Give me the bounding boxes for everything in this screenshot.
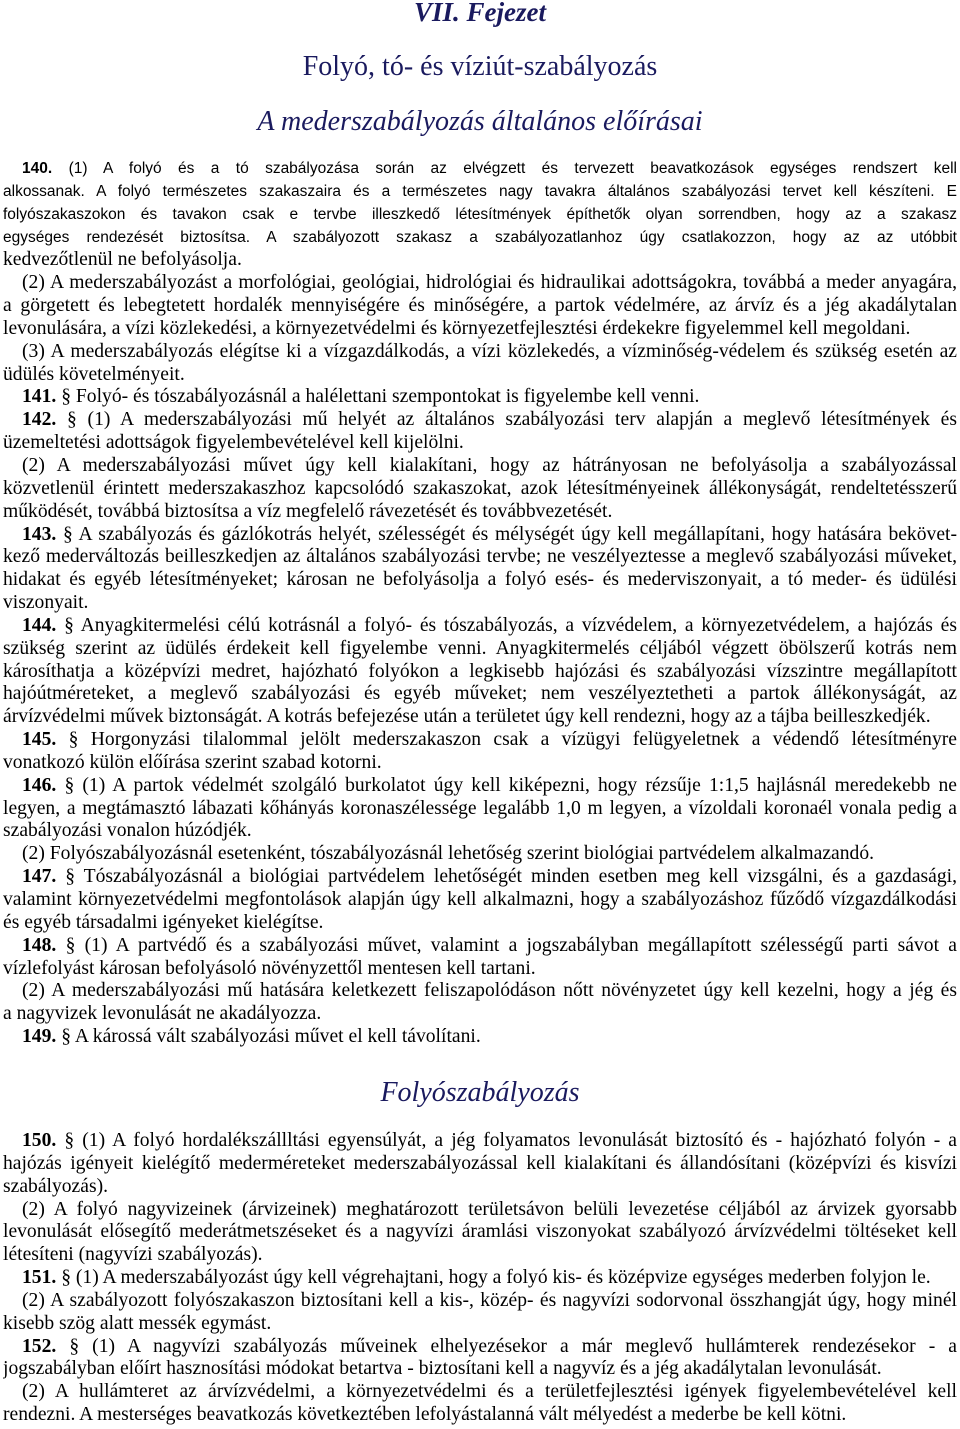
text-line xyxy=(3,409,957,432)
text-line: folyószakaszokon és tavakon csak e tervbe illeszkedő létesítmények építhetők olyan sorrendben, hogy az a szakasz xyxy=(3,205,957,223)
text-line xyxy=(3,1267,957,1290)
text-line: és egyéb társadalmi igényeket kielégítse. xyxy=(3,911,324,933)
section-heading: Folyószabályozás xyxy=(380,1077,580,1108)
section-paragraph xyxy=(3,386,957,409)
text-line: kisebb szög alatt messék egymást. xyxy=(3,1312,272,1334)
section-paragraph xyxy=(3,866,957,935)
text-line xyxy=(3,158,957,181)
text-line xyxy=(3,729,957,752)
text-line: vízlefolyást károsan befolyásoló növényzettől mentesen kell tartani. xyxy=(3,957,536,979)
line-text: § A szabályozás és gázlókotrás helyét, szélességét és mélységét úgy kell megállapítani, hogy hatására bekövet- xyxy=(63,523,957,545)
text-line: alkossanak. A folyó természetes szakaszaira és a természetes nagy tavakra általános szabályozási tervet kell készíteni. E xyxy=(3,182,957,200)
text-line: jogszabályban előírt hasznosítási módokat betartva - biztosítani kell a nagyvíz és a jég akadálytalan levonulását. xyxy=(3,1358,882,1380)
text-line xyxy=(3,866,957,889)
text-line xyxy=(3,1336,957,1359)
text-line: kező mederváltozás beilleszkedjen az általános szabályozási tervbe; ne veszélyeztesse a meglevő szabályozási műveket, xyxy=(3,546,957,568)
section-number: 145. xyxy=(22,729,57,751)
text-line: legyen, a megtámasztó lábazati kőhányás koronaszélessége legalább 1,0 m legyen, a vízoldali koronaél vonala pedig a xyxy=(3,797,957,819)
text-line: károsíthatja a középvízi medret, hajózható folyókon a legkisebb hajózási és szabályozási vízszintre megállapított xyxy=(3,660,957,682)
section-body xyxy=(3,158,957,1049)
line-text: § Folyó- és tószabályozásnál a halélettani szempontokat is figyelembe kell venni. xyxy=(61,386,700,408)
subsection-paragraph xyxy=(3,843,957,866)
text-line xyxy=(3,935,957,958)
section-paragraph xyxy=(3,524,957,615)
section-paragraph xyxy=(3,615,957,729)
text-line: a nagyvizek levonulását ne akadályozza. xyxy=(3,1003,322,1025)
section-number: 152. xyxy=(22,1335,57,1357)
text-line: (2) A hullámteret az árvízvédelmi, a környezetvédelmi és a területfejlesztési igények figyelembevételével kell xyxy=(22,1381,957,1403)
text-line: (2) A mederszabályozási művet úgy kell kialakítani, hogy az hátrányosan ne befolyásolja a szabályozással xyxy=(22,454,957,476)
section-number: 147. xyxy=(22,866,57,888)
section-paragraph xyxy=(3,158,957,272)
section-paragraph xyxy=(3,775,957,844)
chapter-number: VII. Fejezet xyxy=(414,0,546,27)
text-line xyxy=(3,1026,957,1049)
text-line: a görgetett és lebegtetett hordalék mennyiségére és minőségére, a partok védelmére, az árvíz és a jég akadálytalan xyxy=(3,295,957,317)
chapter-title: Folyó, tó- és víziút-szabályozás xyxy=(302,51,658,82)
section-number: 146. xyxy=(22,774,57,796)
section-paragraph xyxy=(3,1267,957,1290)
line-text: § A károssá vált szabályozási művet el kell távolítani. xyxy=(61,1026,481,1048)
text-line: hajóútméreteket, a meglevő szabályozási és egyéb műveket; nem veszélyeztetheti a partok állékonyságát, az xyxy=(3,683,957,705)
subsection-paragraph xyxy=(3,272,957,341)
text-line: (2) A szabályozott folyószakaszon biztosítani kell a kis-, közép- és nagyvízi sodorvonal összhangját úgy, hogy minél xyxy=(22,1289,957,1311)
text-line: üdülés követelményeit. xyxy=(3,363,185,385)
text-line: (2) A mederszabályozást a morfológiai, geológiai, hidrológiai és hidraulikai adottságokra, továbbá a meder anyagára, xyxy=(22,272,957,294)
text-line: (3) A mederszabályozás elégítse ki a vízgazdálkodás, a vízi közlekedés, a vízminőség-védelem és szükség esetén az xyxy=(22,340,957,362)
text-line: létesíteni (nagyvízi szabályozás). xyxy=(3,1244,263,1266)
section-number: 148. xyxy=(22,934,57,956)
line-text: § (1) A folyó hordalékszállltási egyensúlyát, a jég folyamatos levonulását biztosító és - hajózható folyón - a xyxy=(64,1130,957,1151)
section-number: 150. xyxy=(22,1130,57,1151)
text-line: működését, továbbá biztosítsa a víz megfelelő rávezetését és továbbvezetését. xyxy=(3,500,613,522)
line-text: § (1) A nagyvízi szabályozás műveinek elhelyezésekor a már meglevő hullámterek rendezésekor - a xyxy=(69,1335,957,1357)
section-number: 151. xyxy=(22,1267,57,1289)
section-number: 143. xyxy=(22,523,57,545)
line-text: § (1) A partok védelmét szolgáló burkolatot úgy kell kiképezni, hogy rézsűje 1:1,5 hajlásnál meredekebb ne xyxy=(64,774,957,796)
section-paragraph xyxy=(3,409,957,455)
subsection-paragraph xyxy=(3,1199,957,1268)
text-line: szükség szerint az üdülés érdekeit kell figyelembe venni. Anyagkitermelés céljából végzett öbölszerű kotrás nem xyxy=(3,637,957,659)
text-line: egységes rendezését biztosítsa. A szabályozott szakasz a szabályozatlanhoz úgy csatlakozzon, hogy az az utóbbit xyxy=(3,228,957,246)
subsection-paragraph xyxy=(3,1290,957,1336)
text-line: üzemeltetési adottságok figyelembevételével kell kijelölni. xyxy=(3,432,464,454)
line-text: § (1) A mederszabályozást úgy kell végrehajtani, hogy a folyó kis- és középvize egységes mederben folyjon le. xyxy=(61,1267,931,1289)
text-line: hidakat és egyéb létesítményeket; károsan ne befolyásolja a folyó esés- és mederviszonyait, a tó meder- és üdülési xyxy=(3,569,957,591)
line-text: (1) A folyó és a tó szabályozása során az elvégzett és tervezett beavatkozások egységes rendszert kell xyxy=(68,160,957,177)
section-paragraph xyxy=(3,935,957,981)
line-text: § Horgonyzási tilalommal jelölt mederszakaszon csak a vízügyi felügyeletnek a védendő létesítményre xyxy=(68,729,957,751)
section-body xyxy=(3,1130,957,1427)
text-line: (2) A mederszabályozási mű hatására keletkezett feliszapolódáson nőtt növényzetet úgy kell kezelni, hogy a jég és xyxy=(22,980,957,1002)
text-line xyxy=(3,615,957,638)
text-line: levonulását elősegítő mederátmetszéseket és a nagyvízi áramlási viszonyokat szabályozó árvízvédelmi töltéseket kell xyxy=(3,1221,957,1243)
text-line: árvízvédelmi művek biztonságát. A kotrás befejezése után a területet úgy kell rendezni, hogy az a tájba beilleszkedjék. xyxy=(3,706,931,728)
section-number: 141. xyxy=(22,386,57,408)
section-paragraph xyxy=(3,1026,957,1049)
text-line xyxy=(3,1130,957,1153)
subsection-paragraph xyxy=(3,341,957,387)
line-text: § (1) A partvédő és a szabályozási művet, valamint a jogszabályban megállapított szélességű parti sávot a xyxy=(65,934,957,956)
text-line: kedvezőtlenül ne befolyásolja. xyxy=(3,249,242,271)
text-line: levonulására, a vízi közlekedési, a környezetvédelmi és környezetfejlesztési érdekekre figyelemmel kell megoldani. xyxy=(3,317,911,339)
text-line: közvetlenül érintett mederszakaszhoz kapcsolódó szakaszokat, azok létesítményeinek állékonyságát, rendeltetésszerű xyxy=(3,477,957,499)
section-heading: A mederszabályozás általános előírásai xyxy=(257,106,703,137)
section-number: 142. xyxy=(22,409,57,431)
text-line: szabályozás). xyxy=(3,1175,108,1197)
line-text: § Tószabályozásnál a biológiai partvédelem lehetőségét minden esetben meg kell vizsgálni, és a gazdasági, xyxy=(65,866,957,888)
section-paragraph xyxy=(3,729,957,775)
subsection-paragraph xyxy=(3,1381,957,1427)
subsection-paragraph xyxy=(3,980,957,1026)
section-number: 144. xyxy=(22,614,57,636)
text-line xyxy=(3,386,957,409)
text-line: szabályozási vonalon húzódjék. xyxy=(3,820,252,842)
text-line: (2) A folyó nagyvizeinek (árvizeinek) meghatározott területsávon belüli levezetése céljából az árvizek gyorsabb xyxy=(22,1198,957,1220)
text-line: vonatkozó külön előírása szerint szabad kotorni. xyxy=(3,751,382,773)
text-line: (2) Folyószabályozásnál esetenként, tószabályozásnál lehetőség szerint biológiai partvédelem alkalmazandó. xyxy=(22,843,875,865)
text-line: rendezni. A mesterséges beavatkozás következtében lefolyástalanná vált mélyedést a mederbe be kell kötni. xyxy=(3,1404,847,1426)
section-number: 140. xyxy=(22,160,53,177)
text-line xyxy=(3,524,957,547)
text-line xyxy=(3,775,957,798)
text-line: viszonyait. xyxy=(3,592,89,614)
section-paragraph xyxy=(3,1130,957,1199)
section-paragraph xyxy=(3,1336,957,1382)
text-line: valamint környezetvédelmi megfontolások alapján úgy kell alkalmazni, hogy a szabályozáshoz fűződő vízgazdálkodási xyxy=(3,889,957,910)
text-line: hajózás igényeit kielégítő mederméreteket mederszabályozással kell kialakítani és állandósítani (középvízi és kisvízi xyxy=(3,1152,957,1174)
line-text: § (1) A mederszabályozási mű helyét az általános szabályozási terv alapján a meglevő létesítmények és xyxy=(67,409,957,431)
subsection-paragraph xyxy=(3,455,957,524)
line-text: § Anyagkitermelési célú kotrásnál a folyó- és tószabályozás, a vízvédelem, a környezetvédelem, a hajózás és xyxy=(64,614,957,636)
section-number: 149. xyxy=(22,1026,57,1048)
